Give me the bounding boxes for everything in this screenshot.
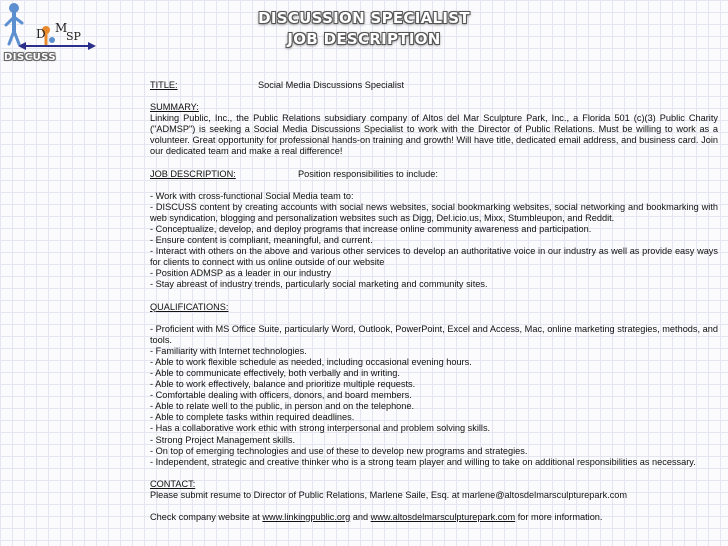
qualification-item: - Has a collaborative work ethic with strong interpersonal and problem solving skills.	[150, 423, 491, 434]
qualification-item: - Able to work effectively, balance and prioritize multiple requests.	[150, 379, 416, 390]
job-item: - Stay abreast of industry trends, particularly social marketing and community sites.	[150, 279, 488, 290]
qualification-item: - Able to complete tasks within required deadlines.	[150, 412, 355, 423]
qualification-item: - Comfortable dealing with officers, donors, and board members.	[150, 390, 412, 401]
svg-text:SP: SP	[66, 30, 81, 43]
svg-text:D: D	[36, 27, 46, 41]
linkingpublic-link[interactable]: www.linkingpublic.org	[262, 512, 351, 522]
website-suffix: for more information.	[515, 512, 603, 522]
qualification-item: - Strong Project Management skills.	[150, 434, 296, 445]
title-label: TITLE:	[150, 80, 178, 90]
title-value: Social Media Discussions Specialist	[258, 80, 405, 90]
altosdelmar-link[interactable]: www.altosdelmarsculpturepark.com	[370, 512, 516, 522]
summary-text: Linking Public, Inc., the Public Relations subsidiary company of Altos del Mar Sculpture Park, Inc., a Florida 501 (c)(3) Public Charity ("ADMSP") is seeking a Social Media Discussions Specialist to work with the Director of Public Relations. Must be willing to work as a volunteer. Great opportunity for professional hands-on training and growth! Will have title, dedicated email address, and business card. Join our dedicated team and make a real difference!	[150, 113, 718, 157]
qualification-item: - Proficient with MS Office Suite, particularly Word, Outlook, PowerPoint, Excel and Access, Mac, online marketing strategies, methods, and tools.	[150, 323, 718, 345]
title-row	[150, 80, 718, 91]
qualification-item: - Able to communicate effectively, both verbally and in writing.	[150, 367, 400, 378]
website-line	[150, 512, 718, 523]
qualification-item: - Able to work flexible schedule as needed, including occasional evening hours.	[150, 356, 472, 367]
summary-label: SUMMARY:	[150, 102, 199, 113]
qualification-item: - Able to relate well to the public, in person and on the telephone.	[150, 401, 415, 412]
website-and: and	[350, 512, 371, 522]
job-description-intro: Position responsibilities to include:	[298, 168, 438, 179]
website-prefix: Check company website at	[150, 512, 263, 522]
job-posting	[150, 80, 718, 523]
svg-text:M: M	[55, 21, 68, 35]
job-item: - Work with cross-functional Social Media team to:	[150, 190, 354, 201]
qualification-item: - Independent, strategic and creative thinker who is a strong team player and willing to take on additional responsibilities as necessary.	[150, 456, 696, 467]
qualification-item: - On top of emerging technologies and use of these to develop new programs and strategies.	[150, 445, 528, 456]
logo-label: DISCUSS	[4, 52, 57, 63]
qualification-item: - Familiarity with Internet technologies.	[150, 345, 307, 356]
job-item: - DISCUSS content by creating accounts with social news websites, social bookmarking websites, social networking and bookmarking with web syndication, blogging and personalization websites such as Digg, Del.icio.us, Mixx, Stumbleupon, and Reddit.	[150, 201, 718, 223]
contact-label: CONTACT:	[150, 478, 196, 489]
job-item: - Interact with others on the above and various other services to develop an authoritative voice in our industry as well as provide easy ways for clients to connect with us online outside of our website	[150, 246, 718, 268]
job-item: - Position ADMSP as a leader in our industry	[150, 268, 332, 279]
header-subtitle: JOB DESCRIPTION	[287, 30, 441, 48]
qualifications-label: QUALIFICATIONS:	[150, 301, 229, 312]
job-description-label: JOB DESCRIPTION:	[150, 168, 236, 179]
job-description-row	[150, 169, 718, 180]
job-item: - Conceptualize, develop, and deploy programs that increase online community awareness and participation.	[150, 223, 592, 234]
job-item: - Ensure content is compliant, meaningful, and current.	[150, 235, 373, 246]
contact-text: Please submit resume to Director of Public Relations, Marlene Saile, Esq. at marlene@altosdelmarsculpturepark.com	[150, 489, 628, 500]
header-title: DISCUSSION SPECIALIST	[258, 9, 470, 27]
